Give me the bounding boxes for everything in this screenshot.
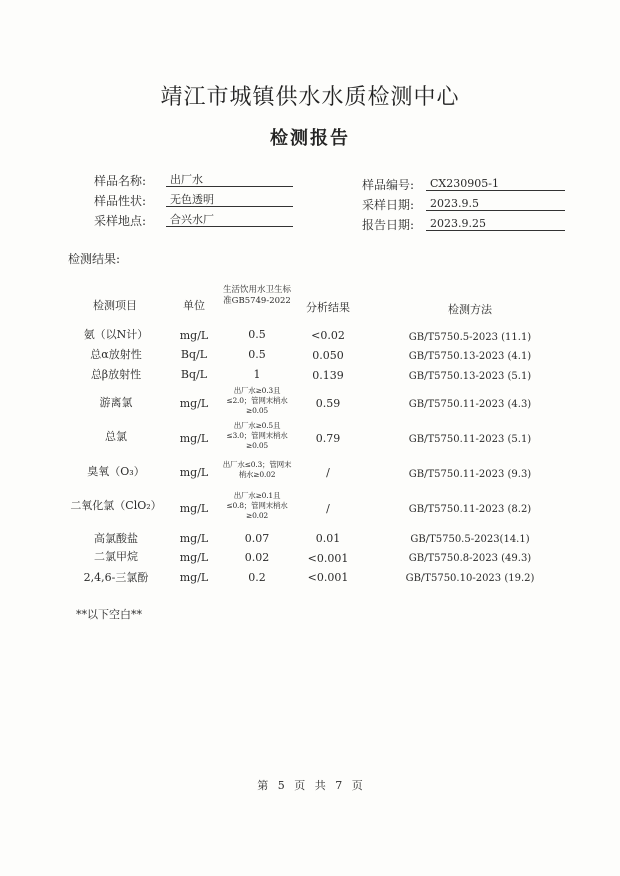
report-date-label: 报告日期: <box>361 218 414 232</box>
row-6-result: / <box>326 466 330 479</box>
row-4-standard: 出厂水≥0.3且≤2.0；管网末梢水≥0.05 <box>226 386 288 415</box>
row-8-standard: 0.07 <box>244 532 270 545</box>
row-9-unit: mg/L <box>179 551 209 564</box>
row-8-unit: mg/L <box>179 532 209 545</box>
row-10-item: 2,4,6-三氯酚 <box>83 571 149 584</box>
sample-state-label: 样品性状: <box>93 194 146 208</box>
row-8-item: 高氯酸盐 <box>94 532 138 545</box>
row-7-method: GB/T5750.11-2023 (8.2) <box>408 504 532 515</box>
row-1-unit: mg/L <box>179 329 209 342</box>
row-9-method: GB/T5750.8-2023 (49.3) <box>408 553 532 564</box>
row-2-unit: Bq/L <box>180 348 208 361</box>
sample-name-label: 样品名称: <box>93 174 146 188</box>
col-header-item: 检测项目 <box>93 299 137 312</box>
col-header-method: 检测方法 <box>448 303 492 316</box>
row-10-standard: 0.2 <box>248 571 266 584</box>
row-10-unit: mg/L <box>179 571 209 584</box>
row-10-result: <0.001 <box>307 571 349 584</box>
row-6-method: GB/T5750.11-2023 (9.3) <box>408 469 532 480</box>
row-1-method: GB/T5750.5-2023 (11.1) <box>408 332 532 343</box>
row-5-result: 0.79 <box>315 432 341 445</box>
sample-no-label: 样品编号: <box>361 178 414 192</box>
row-4-result: 0.59 <box>315 397 341 410</box>
row-9-standard: 0.02 <box>244 551 270 564</box>
row-2-standard: 0.5 <box>248 348 266 361</box>
row-3-method: GB/T5750.13-2023 (5.1) <box>408 371 532 382</box>
row-9-item: 二氯甲烷 <box>94 550 138 563</box>
row-5-method: GB/T5750.11-2023 (5.1) <box>408 434 532 445</box>
sample-no-value: CX230905-1 <box>426 176 565 191</box>
row-6-standard: 出厂水≤0.3；管网末梢水≥0.02 <box>222 460 292 479</box>
sampling-date-label: 采样日期: <box>361 198 414 212</box>
report-title: 检测报告 <box>270 128 350 149</box>
row-4-method: GB/T5750.11-2023 (4.3) <box>408 399 532 410</box>
report-date-value: 2023.9.25 <box>426 216 565 231</box>
results-heading: 检测结果: <box>68 252 121 266</box>
organization-name: 靖江市城镇供水水质检测中心 <box>160 85 460 110</box>
sampling-site-value: 合兴水厂 <box>166 212 293 227</box>
sampling-site-label: 采样地点: <box>93 214 146 228</box>
row-1-result: <0.02 <box>311 329 345 342</box>
row-8-result: 0.01 <box>315 532 341 545</box>
blank-below-note: **以下空白** <box>76 608 142 621</box>
row-2-item: 总α放射性 <box>90 348 142 361</box>
row-6-item: 臭氧（O₃） <box>87 465 145 478</box>
row-2-method: GB/T5750.13-2023 (4.1) <box>408 351 532 362</box>
col-header-standard: 生活饮用水卫生标准GB5749-2022 <box>222 285 291 306</box>
row-7-standard: 出厂水≥0.1且≤0.8；管网末梢水≥0.02 <box>226 491 288 520</box>
row-7-unit: mg/L <box>179 502 209 515</box>
row-3-unit: Bq/L <box>180 368 208 381</box>
row-3-result: 0.139 <box>312 369 344 382</box>
row-4-item: 游离氯 <box>99 396 133 409</box>
row-5-item: 总氯 <box>105 430 127 443</box>
row-10-method: GB/T5750.10-2023 (19.2) <box>405 573 535 584</box>
row-1-item: 氨（以N计） <box>83 328 149 341</box>
row-7-item: 二氧化氯（ClO₂） <box>70 499 162 512</box>
sample-name-value: 出厂水 <box>166 172 293 187</box>
row-8-method: GB/T5750.5-2023(14.1) <box>410 534 530 545</box>
page-number: 第 5 页 共 7 页 <box>257 779 363 792</box>
row-1-standard: 0.5 <box>248 328 266 341</box>
row-5-standard: 出厂水≥0.5且≤3.0；管网末梢水≥0.05 <box>226 421 288 450</box>
row-5-unit: mg/L <box>179 432 209 445</box>
sampling-date-value: 2023.9.5 <box>426 196 565 211</box>
row-7-result: / <box>326 502 330 515</box>
row-4-unit: mg/L <box>179 397 209 410</box>
row-6-unit: mg/L <box>179 466 209 479</box>
row-2-result: 0.050 <box>312 349 344 362</box>
row-3-standard: 1 <box>253 368 261 381</box>
sample-state-value: 无色透明 <box>166 192 293 207</box>
col-header-unit: 单位 <box>183 299 205 312</box>
row-3-item: 总β放射性 <box>90 368 142 381</box>
row-9-result: <0.001 <box>307 552 349 565</box>
col-header-result: 分析结果 <box>306 301 350 314</box>
